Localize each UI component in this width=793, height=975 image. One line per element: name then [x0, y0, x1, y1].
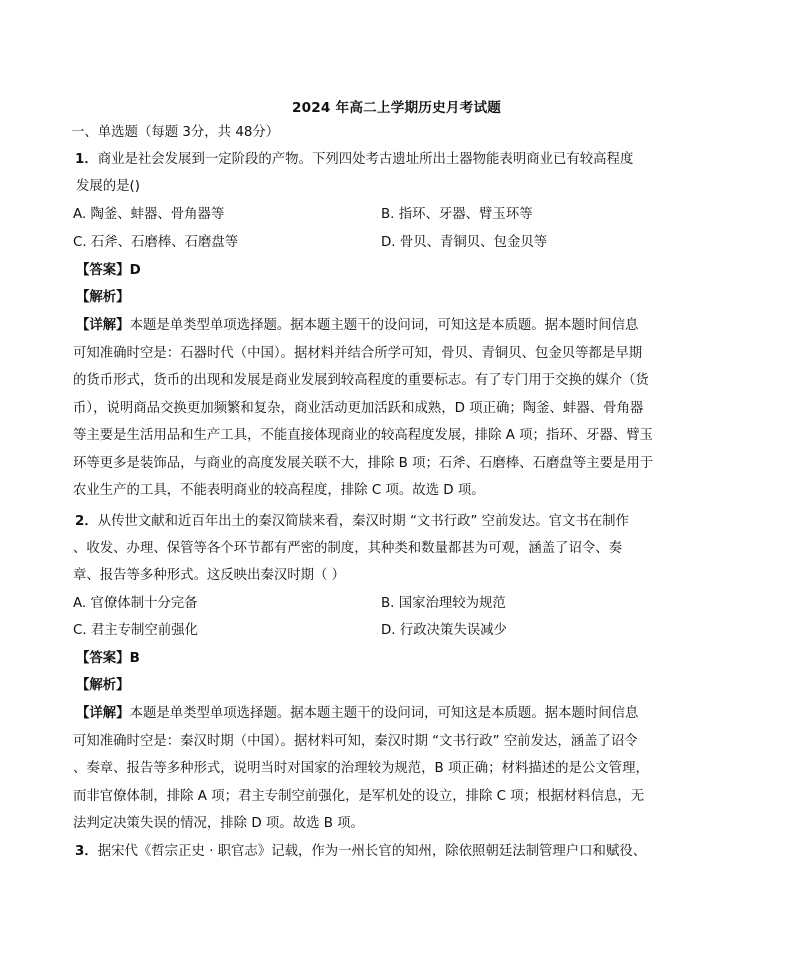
- question-1-options-row-1: [73, 205, 713, 225]
- question-1-stem-line-2: 发展的是(): [76, 179, 141, 194]
- question-1-detail-line-3: 的货币形式，货币的出现和发展是商业发展到较高程度的重要标志。有了专门用于交换的媒介（货: [73, 373, 649, 388]
- question-2-option-d: D. 行政决策失误减少: [381, 623, 507, 638]
- question-1-detail-line-1: [76, 316, 731, 336]
- question-1-options-row-2: [73, 233, 713, 253]
- question-2-detail-line-5: 法判定决策失误的情况，排除 D 项。故选 B 项。: [73, 816, 364, 831]
- question-2-number: 2．: [75, 514, 98, 529]
- question-1-detail-line-6: 环等更多是装饰品，与商业的高度发展关联不大，排除 B 项；石斧、石磨棒、石磨盘等主要是用于: [73, 456, 654, 471]
- question-2-stem-line-3: 章、报告等多种形式。这反映出秦汉时期（ ）: [73, 568, 346, 583]
- question-3-stem-text: 据宋代《哲宗正史 · 职官志》记载，作为一州长官的知州，除依照朝廷法制管理户口和赋役、: [97, 844, 647, 859]
- detail-label: 【详解】: [76, 706, 130, 721]
- question-1-detail-line-7: 农业生产的工具，不能表明商业的较高程度，排除 C 项。故选 D 项。: [73, 483, 485, 498]
- exam-title: 2024 年高二上学期历史月考试题: [291, 100, 502, 116]
- question-1-option-b: B. 指环、牙器、臂玉环等: [381, 207, 533, 222]
- question-3-number: 3．: [75, 844, 98, 859]
- question-1-detail-line-4: 币），说明商品交换更加频繁和复杂，商业活动更加活跃和成熟，D 项正确；陶釜、蚌器、骨角器: [73, 401, 644, 416]
- question-2-analysis-label: 【解析】: [76, 678, 130, 693]
- question-1-number: 1．: [75, 152, 98, 167]
- question-2-answer: [76, 649, 731, 669]
- answer-label: 【答案】: [76, 651, 130, 666]
- answer-value: D: [129, 263, 141, 278]
- question-2-detail-line-4: 而非官僚体制，排除 A 项；君主专制空前强化，是军机处的设立，排除 C 项；根据材料信息，无: [73, 789, 645, 804]
- question-2-stem-line-1: [75, 512, 730, 532]
- question-1-answer: [76, 261, 731, 281]
- question-1-option-d: D. 骨贝、青铜贝、包金贝等: [381, 235, 548, 250]
- question-1-option-c: C. 石斧、石磨棒、石磨盘等: [73, 235, 239, 250]
- detail-label: 【详解】: [76, 318, 130, 333]
- question-1-stem-line-1: [75, 150, 730, 170]
- question-2-option-a: A. 官僚体制十分完备: [73, 596, 198, 611]
- question-1-detail-line-5: 等主要是生活用品和生产工具，不能直接体现商业的较高程度发展，排除 A 项；指环、牙器、臂玉: [73, 428, 654, 443]
- question-1-detail-line-2: 可知准确时空是：石器时代（中国）。据材料并结合所学可知，骨贝、青铜贝、包金贝等都是早期: [73, 346, 643, 361]
- section-heading: 一、单选题（每题 3分，共 48分）: [71, 125, 280, 140]
- question-2-option-b: B. 国家治理较为规范: [381, 596, 506, 611]
- question-2-options-row-1: [73, 594, 713, 614]
- question-2-options-row-2: [73, 621, 713, 641]
- detail-text: 本题是单类型单项选择题。据本题主题干的设问词，可知这是本质题。据本题时间信息: [129, 318, 639, 333]
- question-2-detail-line-2: 可知准确时空是：秦汉时期（中国）。据材料可知，秦汉时期 “文书行政” 空前发达，涵盖了诏令: [73, 734, 638, 749]
- question-3-stem-line-1: [75, 842, 730, 862]
- question-1-option-a: A. 陶釜、蚌器、骨角器等: [73, 207, 225, 222]
- question-2-detail-line-1: [76, 704, 731, 724]
- detail-text: 本题是单类型单项选择题。据本题主题干的设问词，可知这是本质题。据本题时间信息: [129, 706, 639, 721]
- question-2-detail-line-3: 、奏章、报告等多种形式，说明当时对国家的治理较为规范，B 项正确；材料描述的是公文管理，: [73, 761, 649, 776]
- question-1-analysis-label: 【解析】: [76, 290, 130, 305]
- answer-value: B: [129, 651, 140, 666]
- question-2-stem-text: 从传世文献和近百年出土的秦汉简牍来看，秦汉时期 “文书行政” 空前发达。官文书在制作: [97, 514, 629, 529]
- question-1-stem-text: 商业是社会发展到一定阶段的产物。下列四处考古遗址所出土器物能表明商业已有较高程度: [97, 152, 634, 167]
- answer-label: 【答案】: [76, 263, 130, 278]
- question-2-stem-line-2: 、收发、办理、保管等各个环节都有严密的制度，其种类和数量都甚为可观，涵盖了诏令、奏: [73, 541, 623, 556]
- question-2-option-c: C. 君主专制空前强化: [73, 623, 198, 638]
